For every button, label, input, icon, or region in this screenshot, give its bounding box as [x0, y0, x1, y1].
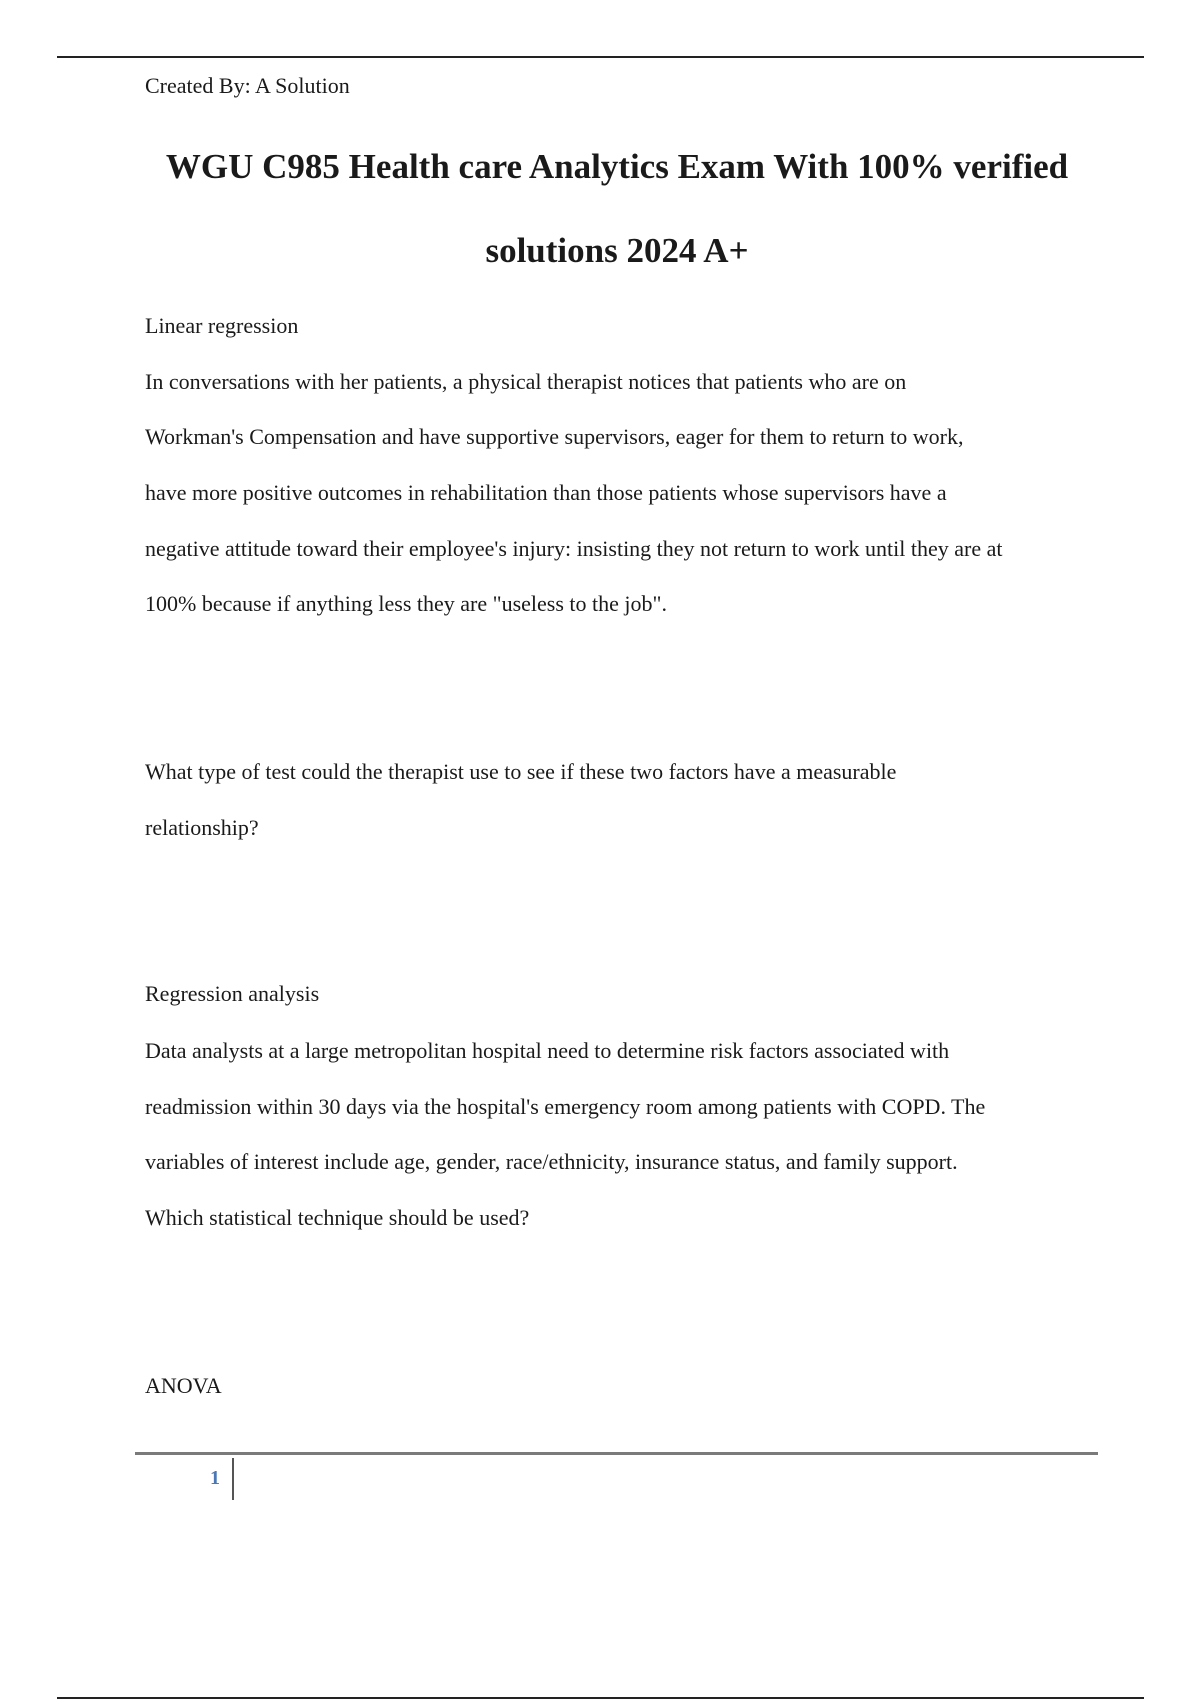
bottom-divider	[57, 1697, 1144, 1699]
footer-vertical-divider	[232, 1458, 234, 1500]
top-divider	[57, 56, 1144, 58]
paragraph-line: Which statistical technique should be used?	[145, 1205, 530, 1230]
paragraph-line: readmission within 30 days via the hospital's emergency room among patients with COPD. The	[145, 1094, 986, 1119]
footer-divider	[135, 1452, 1098, 1455]
paragraph-line: Data analysts at a large metropolitan hospital need to determine risk factors associated with	[145, 1038, 950, 1063]
paragraph-line: negative attitude toward their employee's injury: insisting they not return to work until they are at	[145, 536, 1003, 561]
question-line: What type of test could the therapist use to see if these two factors have a measurable	[145, 759, 897, 784]
document-title-line-2: solutions 2024 A+	[485, 231, 749, 270]
answer-text: Linear regression	[145, 313, 299, 338]
document-header: Created By: A Solution	[145, 73, 350, 98]
answer-text: Regression analysis	[145, 981, 320, 1006]
paragraph-line: 100% because if anything less they are "useless to the job".	[145, 591, 667, 616]
answer-text: ANOVA	[145, 1373, 222, 1398]
document-title-line-1: WGU C985 Health care Analytics Exam With 100% verified	[165, 147, 1069, 186]
paragraph-line: have more positive outcomes in rehabilitation than those patients whose supervisors have a	[145, 480, 947, 505]
paragraph-line: In conversations with her patients, a physical therapist notices that patients who are on	[145, 369, 907, 394]
page-number: 1	[210, 1467, 220, 1489]
paragraph-line: Workman's Compensation and have supportive supervisors, eager for them to return to work,	[145, 424, 964, 449]
question-line: relationship?	[145, 815, 259, 840]
paragraph-line: variables of interest include age, gender, race/ethnicity, insurance status, and family support.	[145, 1149, 958, 1174]
